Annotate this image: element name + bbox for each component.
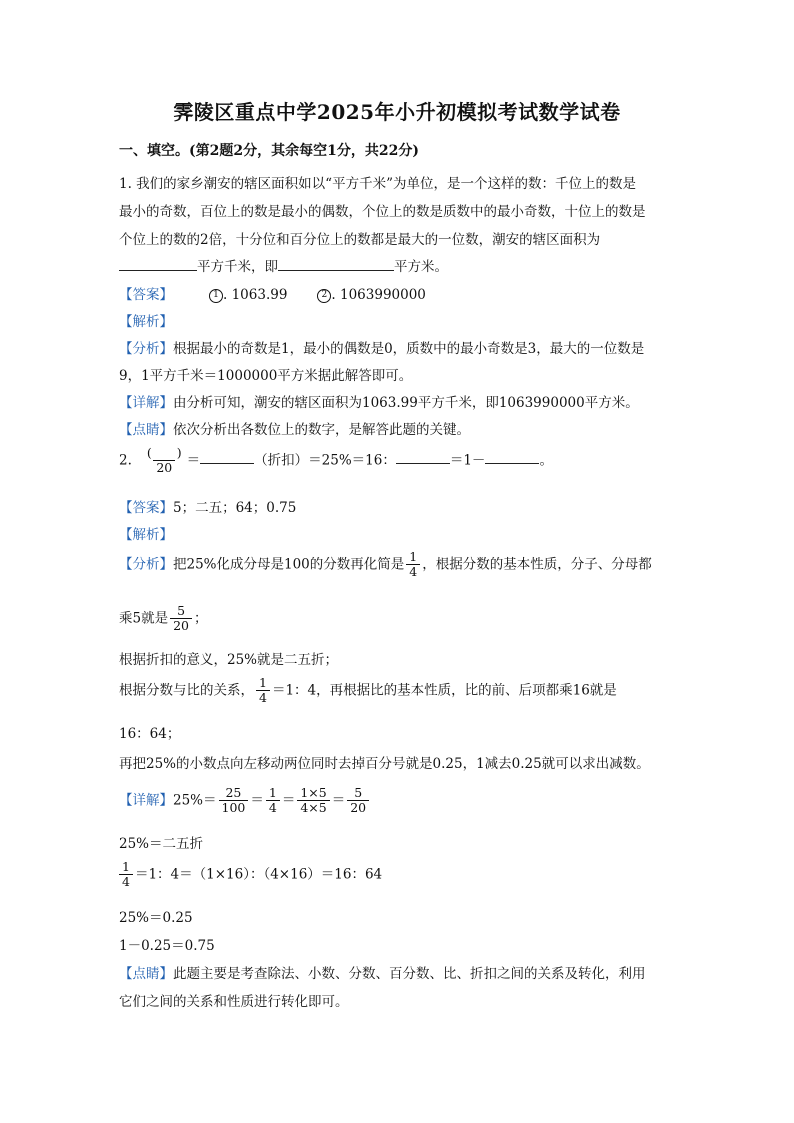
xiangjie-tag: 【详解】 [119, 395, 173, 411]
fraction-denominator: 20 [347, 800, 369, 815]
q1-text: 根据最小的奇数是1，最小的偶数是0，质数中的最小奇数是3，最大的一位数是 [173, 341, 645, 357]
fraction-numerator: ( ) [146, 445, 182, 460]
q2-text: ，根据分数的基本性质，分子、分母都 [422, 556, 652, 573]
q2-detail-4: 25%＝0.25 [119, 910, 193, 926]
q2-analysis-5: 16：64； [119, 726, 181, 742]
xiangjie-tag: 【详解】 [119, 792, 173, 809]
q2-number: 2. [119, 452, 132, 469]
answer-blank[interactable] [396, 449, 450, 464]
q2-comment-2: 它们之间的关系和性质进行转化即可。 [119, 994, 349, 1010]
fraction-numerator: 5 [354, 785, 363, 800]
fraction-numerator: 5 [177, 603, 186, 618]
q2-text: 25%＝ [173, 792, 217, 809]
fraction [119, 860, 133, 890]
answer-value: . 1063990000 [331, 287, 426, 303]
q2-text: ； [194, 610, 208, 627]
q1-text: 由分析可知，潮安的辖区面积为1063.99平方千米，即1063990000平方米。 [173, 395, 639, 411]
q2-text: 把25%化成分母是100的分数再化简是 [173, 556, 405, 573]
fraction-numerator: 1 [268, 785, 277, 800]
q2-analysis-6: 再把25%的小数点向左移动两位同时去掉百分号就是0.25，1减去0.25就可以求出减数。 [119, 756, 650, 772]
q1-line-1: 1. 我们的家乡潮安的辖区面积如以“平方千米”为单位，是一个这样的数：千位上的数是 [119, 176, 636, 192]
q1-analysis-1 [119, 337, 679, 357]
fraction [219, 786, 249, 816]
fraction-denominator: 4 [266, 800, 280, 815]
fraction [347, 786, 369, 816]
exam-title: 霁陵区重点中学2025年小升初模拟考试数学试卷 [173, 100, 621, 124]
fraction [170, 604, 192, 634]
fraction-numerator: 1 [409, 549, 418, 564]
q2-detail-5: 1－0.25＝0.75 [119, 938, 215, 954]
fraction-numerator: 1 [122, 859, 130, 874]
q1-line-2: 最小的奇数，百位上的数是最小的偶数，个位上的数是质数中的最小奇数，十位上的数是 [119, 204, 646, 220]
dianjing-tag: 【点睛】 [119, 966, 173, 982]
fraction-denominator: 4×5 [297, 800, 329, 815]
q2-text: （折扣）＝25%＝16： [254, 452, 396, 469]
answer-value: 5；二五；64；0.75 [173, 500, 297, 516]
analysis-tag: 【解析】 [119, 527, 173, 543]
q2-detail-3 [119, 860, 679, 890]
fraction-denominator: 4 [119, 874, 133, 889]
equals-sign: ＝ [250, 792, 264, 809]
q2-comment-1 [119, 962, 679, 982]
answer-value: . 1063.99 [223, 287, 288, 303]
fraction [144, 446, 185, 476]
q1-line-4 [119, 255, 679, 275]
q2-text: 乘5就是 [119, 610, 169, 627]
answer-blank[interactable] [485, 449, 539, 464]
q1-text: 依次分析出各数位上的数字，是解答此题的关键。 [173, 422, 470, 438]
fraction-numerator: 25 [225, 785, 242, 800]
q2-text: 。 [539, 452, 553, 469]
fraction-denominator: 4 [406, 564, 420, 579]
answer-blank[interactable] [200, 449, 254, 464]
fraction-denominator: 4 [256, 690, 270, 705]
q2-text: ＝1－ [449, 452, 486, 469]
fraction-numerator: 1×5 [300, 785, 327, 800]
q2-text: ＝ [186, 452, 201, 469]
q2-analysis-2 [119, 604, 679, 634]
q2-detail-2: 25%＝二五折 [119, 836, 204, 852]
q1-detail [119, 391, 679, 411]
fraction [256, 676, 270, 706]
analysis-tag: 【解析】 [119, 314, 173, 330]
fraction [297, 786, 329, 816]
fenxi-tag: 【分析】 [119, 556, 173, 573]
answer-tag: 【答案】 [119, 500, 173, 516]
q2-answer [119, 496, 679, 516]
q1-answer [119, 283, 679, 303]
answer-blank[interactable] [119, 256, 197, 271]
dianjing-tag: 【点睛】 [119, 422, 173, 438]
answer-blank[interactable] [278, 256, 394, 271]
q2-analysis-4 [119, 676, 679, 706]
fenxi-tag: 【分析】 [119, 341, 173, 357]
equals-sign: ＝ [281, 792, 296, 809]
q2-text: ＝1：4＝（1×16）：（4×16）＝16：64 [134, 866, 383, 883]
q2-text: 此题主要是考查除法、小数、分数、百分数、比、折扣之间的关系及转化，利用 [173, 966, 646, 982]
q2-analysis-3: 根据折扣的意义，25%就是二五折； [119, 652, 339, 668]
fraction-numerator: 1 [259, 675, 267, 690]
q2-stem [119, 446, 679, 476]
q1-text: 平方千米，即 [197, 259, 278, 275]
q2-text: ＝1：4，再根据比的基本性质，比的前、后项都乘16就是 [271, 682, 617, 699]
circled-number-2: 2 [317, 289, 331, 303]
fraction-denominator: 20 [153, 460, 175, 475]
q1-analysis-2: 9，1平方千米＝1000000平方米据此解答即可。 [119, 368, 413, 384]
fraction [406, 550, 420, 580]
q1-line-3: 个位上的数的2倍，十分位和百分位上的数都是最大的一位数，潮安的辖区面积为 [119, 232, 601, 248]
answer-tag: 【答案】 [119, 287, 173, 303]
fraction-denominator: 20 [170, 618, 192, 633]
fraction-denominator: 100 [219, 800, 249, 815]
q2-text: 根据分数与比的关系， [119, 682, 254, 699]
section-heading: 一、填空。(第2题2分，其余每空1分，共22分) [119, 143, 419, 159]
circled-number-1: 1 [209, 289, 223, 303]
q1-text: 平方米。 [394, 259, 448, 275]
equals-sign: ＝ [331, 792, 346, 809]
q2-analysis-1 [119, 550, 679, 580]
fraction [266, 786, 280, 816]
q2-detail-1 [119, 786, 679, 816]
q1-comment [119, 418, 679, 438]
